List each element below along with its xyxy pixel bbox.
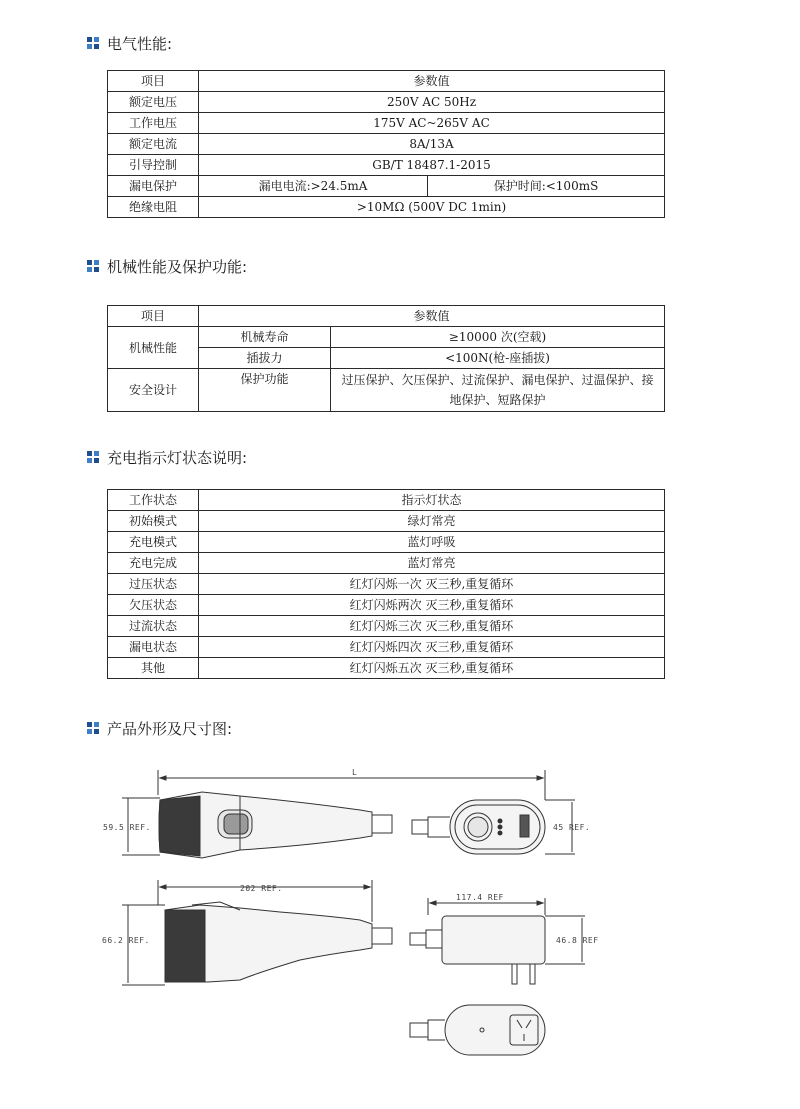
item-value: 过压保护、欠压保护、过流保护、漏电保护、过温保护、接地保护、短路保护 [331,369,665,412]
row-label: 额定电压 [108,92,199,113]
table-header-cell: 工作状态 [108,490,199,511]
item-name: 机械寿命 [199,327,331,348]
light-cell: 蓝灯常亮 [199,553,665,574]
row-label: 引导控制 [108,155,199,176]
row-label: 绝缘电阻 [108,197,199,218]
section-title-text: 产品外形及尺寸图: [107,719,233,738]
control-box-bottom-view [410,1005,545,1055]
row-value: 保护时间:<100mS [428,176,665,197]
row-value: 漏电电流:>24.5mA [199,176,428,197]
control-box-top-view [412,800,545,854]
row-value: 250V AC 50Hz [199,92,665,113]
light-cell: 红灯闪烁三次 灭三秒,重复循环 [199,616,665,637]
table-header-cell: 项目 [108,306,199,327]
group-label: 安全设计 [108,369,199,412]
table-header-cell: 参数值 [199,306,665,327]
dim-label-gun-length-side: 202 REF. [240,884,283,893]
table-header-cell: 参数值 [199,71,665,92]
state-cell: 充电完成 [108,553,199,574]
dim-label-length: L [352,768,358,777]
dim-label-box-height-top: 45 REF. [553,823,591,832]
gun-top-view [159,792,392,858]
state-cell: 充电模式 [108,532,199,553]
group-label: 机械性能 [108,327,199,369]
row-value: 175V AC~265V AC [199,113,665,134]
dim-label-gun-height-top: 59.5 REF. [103,823,151,832]
item-value: ≥10000 次(空载) [331,327,665,348]
item-value: <100N(枪-座插拔) [331,348,665,369]
row-value: 8A/13A [199,134,665,155]
item-name: 保护功能 [199,369,331,412]
item-name: 插拔力 [199,348,331,369]
light-cell: 红灯闪烁两次 灭三秒,重复循环 [199,595,665,616]
section-title-text: 充电指示灯状态说明: [107,448,248,467]
state-cell: 过压状态 [108,574,199,595]
dim-label-box-height-side: 46.8 REF [556,936,599,945]
light-cell: 红灯闪烁一次 灭三秒,重复循环 [199,574,665,595]
light-cell: 绿灯常亮 [199,511,665,532]
dim-label-gun-height-side: 66.2 REF. [102,936,150,945]
table-header-cell: 项目 [108,71,199,92]
state-cell: 其他 [108,658,199,679]
state-cell: 漏电状态 [108,637,199,658]
light-cell: 红灯闪烁五次 灭三秒,重复循环 [199,658,665,679]
light-cell: 红灯闪烁四次 灭三秒,重复循环 [199,637,665,658]
state-cell: 过流状态 [108,616,199,637]
table-header-cell: 指示灯状态 [199,490,665,511]
row-label: 额定电流 [108,134,199,155]
section-title-text: 电气性能: [107,34,173,53]
control-box-side-view [410,916,545,984]
gun-side-view [165,902,392,982]
row-label: 漏电保护 [108,176,199,197]
dim-label-box-length-side: 117.4 REF [456,893,504,902]
row-value: GB/T 18487.1-2015 [199,155,665,176]
row-value: >10MΩ (500V DC 1min) [199,197,665,218]
row-label: 工作电压 [108,113,199,134]
state-cell: 初始模式 [108,511,199,532]
light-cell: 蓝灯呼吸 [199,532,665,553]
section-title-text: 机械性能及保护功能: [107,257,248,276]
state-cell: 欠压状态 [108,595,199,616]
